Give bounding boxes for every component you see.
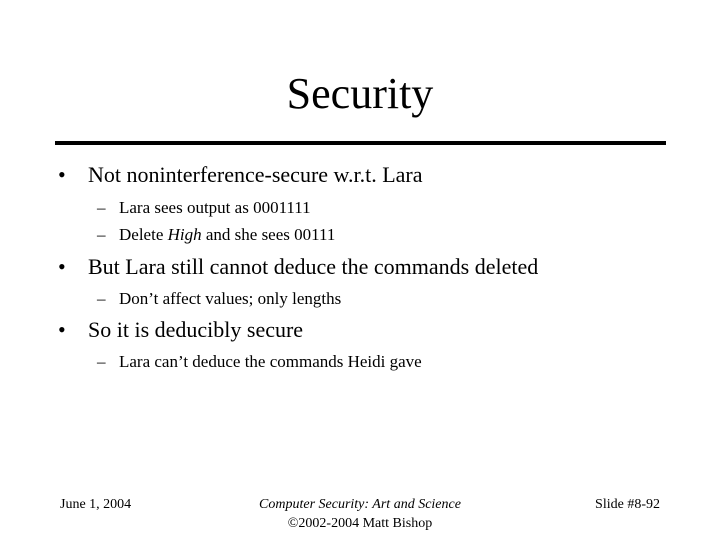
bullet-marker: • xyxy=(58,317,66,342)
footer-center xyxy=(210,495,510,533)
title-underline xyxy=(55,141,666,145)
footer-book-title: Computer Security: Art and Science xyxy=(259,497,461,512)
footer-copyright: ©2002-2004 Matt Bishop xyxy=(287,516,433,531)
bullet-item-2 xyxy=(58,254,538,280)
subitem-text-pre: Delete xyxy=(119,225,168,244)
bullet-text: But Lara still cannot deduce the commands deleted xyxy=(88,254,539,279)
subitem-text-emphasis: High xyxy=(167,225,202,244)
subitem-marker: – xyxy=(97,225,106,244)
bullet-item-1 xyxy=(58,162,423,188)
subitem-text: Don’t affect values; only lengths xyxy=(119,289,342,308)
subitem-text-post: and she sees 00111 xyxy=(201,225,336,244)
bullet-item-3 xyxy=(58,317,303,343)
subitem-marker: – xyxy=(97,198,106,217)
subitem-marker: – xyxy=(97,352,106,371)
footer-slide-number: Slide #8-92 xyxy=(595,497,660,512)
subitem-1-2 xyxy=(97,225,335,245)
footer-date: June 1, 2004 xyxy=(60,497,132,512)
subitem-2-1 xyxy=(97,289,341,309)
subitem-marker: – xyxy=(97,289,106,308)
bullet-text: So it is deducibly secure xyxy=(88,317,304,342)
subitem-1-1 xyxy=(97,198,311,218)
subitem-text: Lara can’t deduce the commands Heidi gave xyxy=(119,352,422,371)
bullet-marker: • xyxy=(58,162,66,187)
bullet-text: Not noninterference-secure w.r.t. Lara xyxy=(88,162,423,187)
bullet-marker: • xyxy=(58,254,66,279)
slide-title: Security xyxy=(286,69,434,118)
subitem-text: Lara sees output as 0001111 xyxy=(119,198,311,217)
subitem-3-1 xyxy=(97,352,422,372)
